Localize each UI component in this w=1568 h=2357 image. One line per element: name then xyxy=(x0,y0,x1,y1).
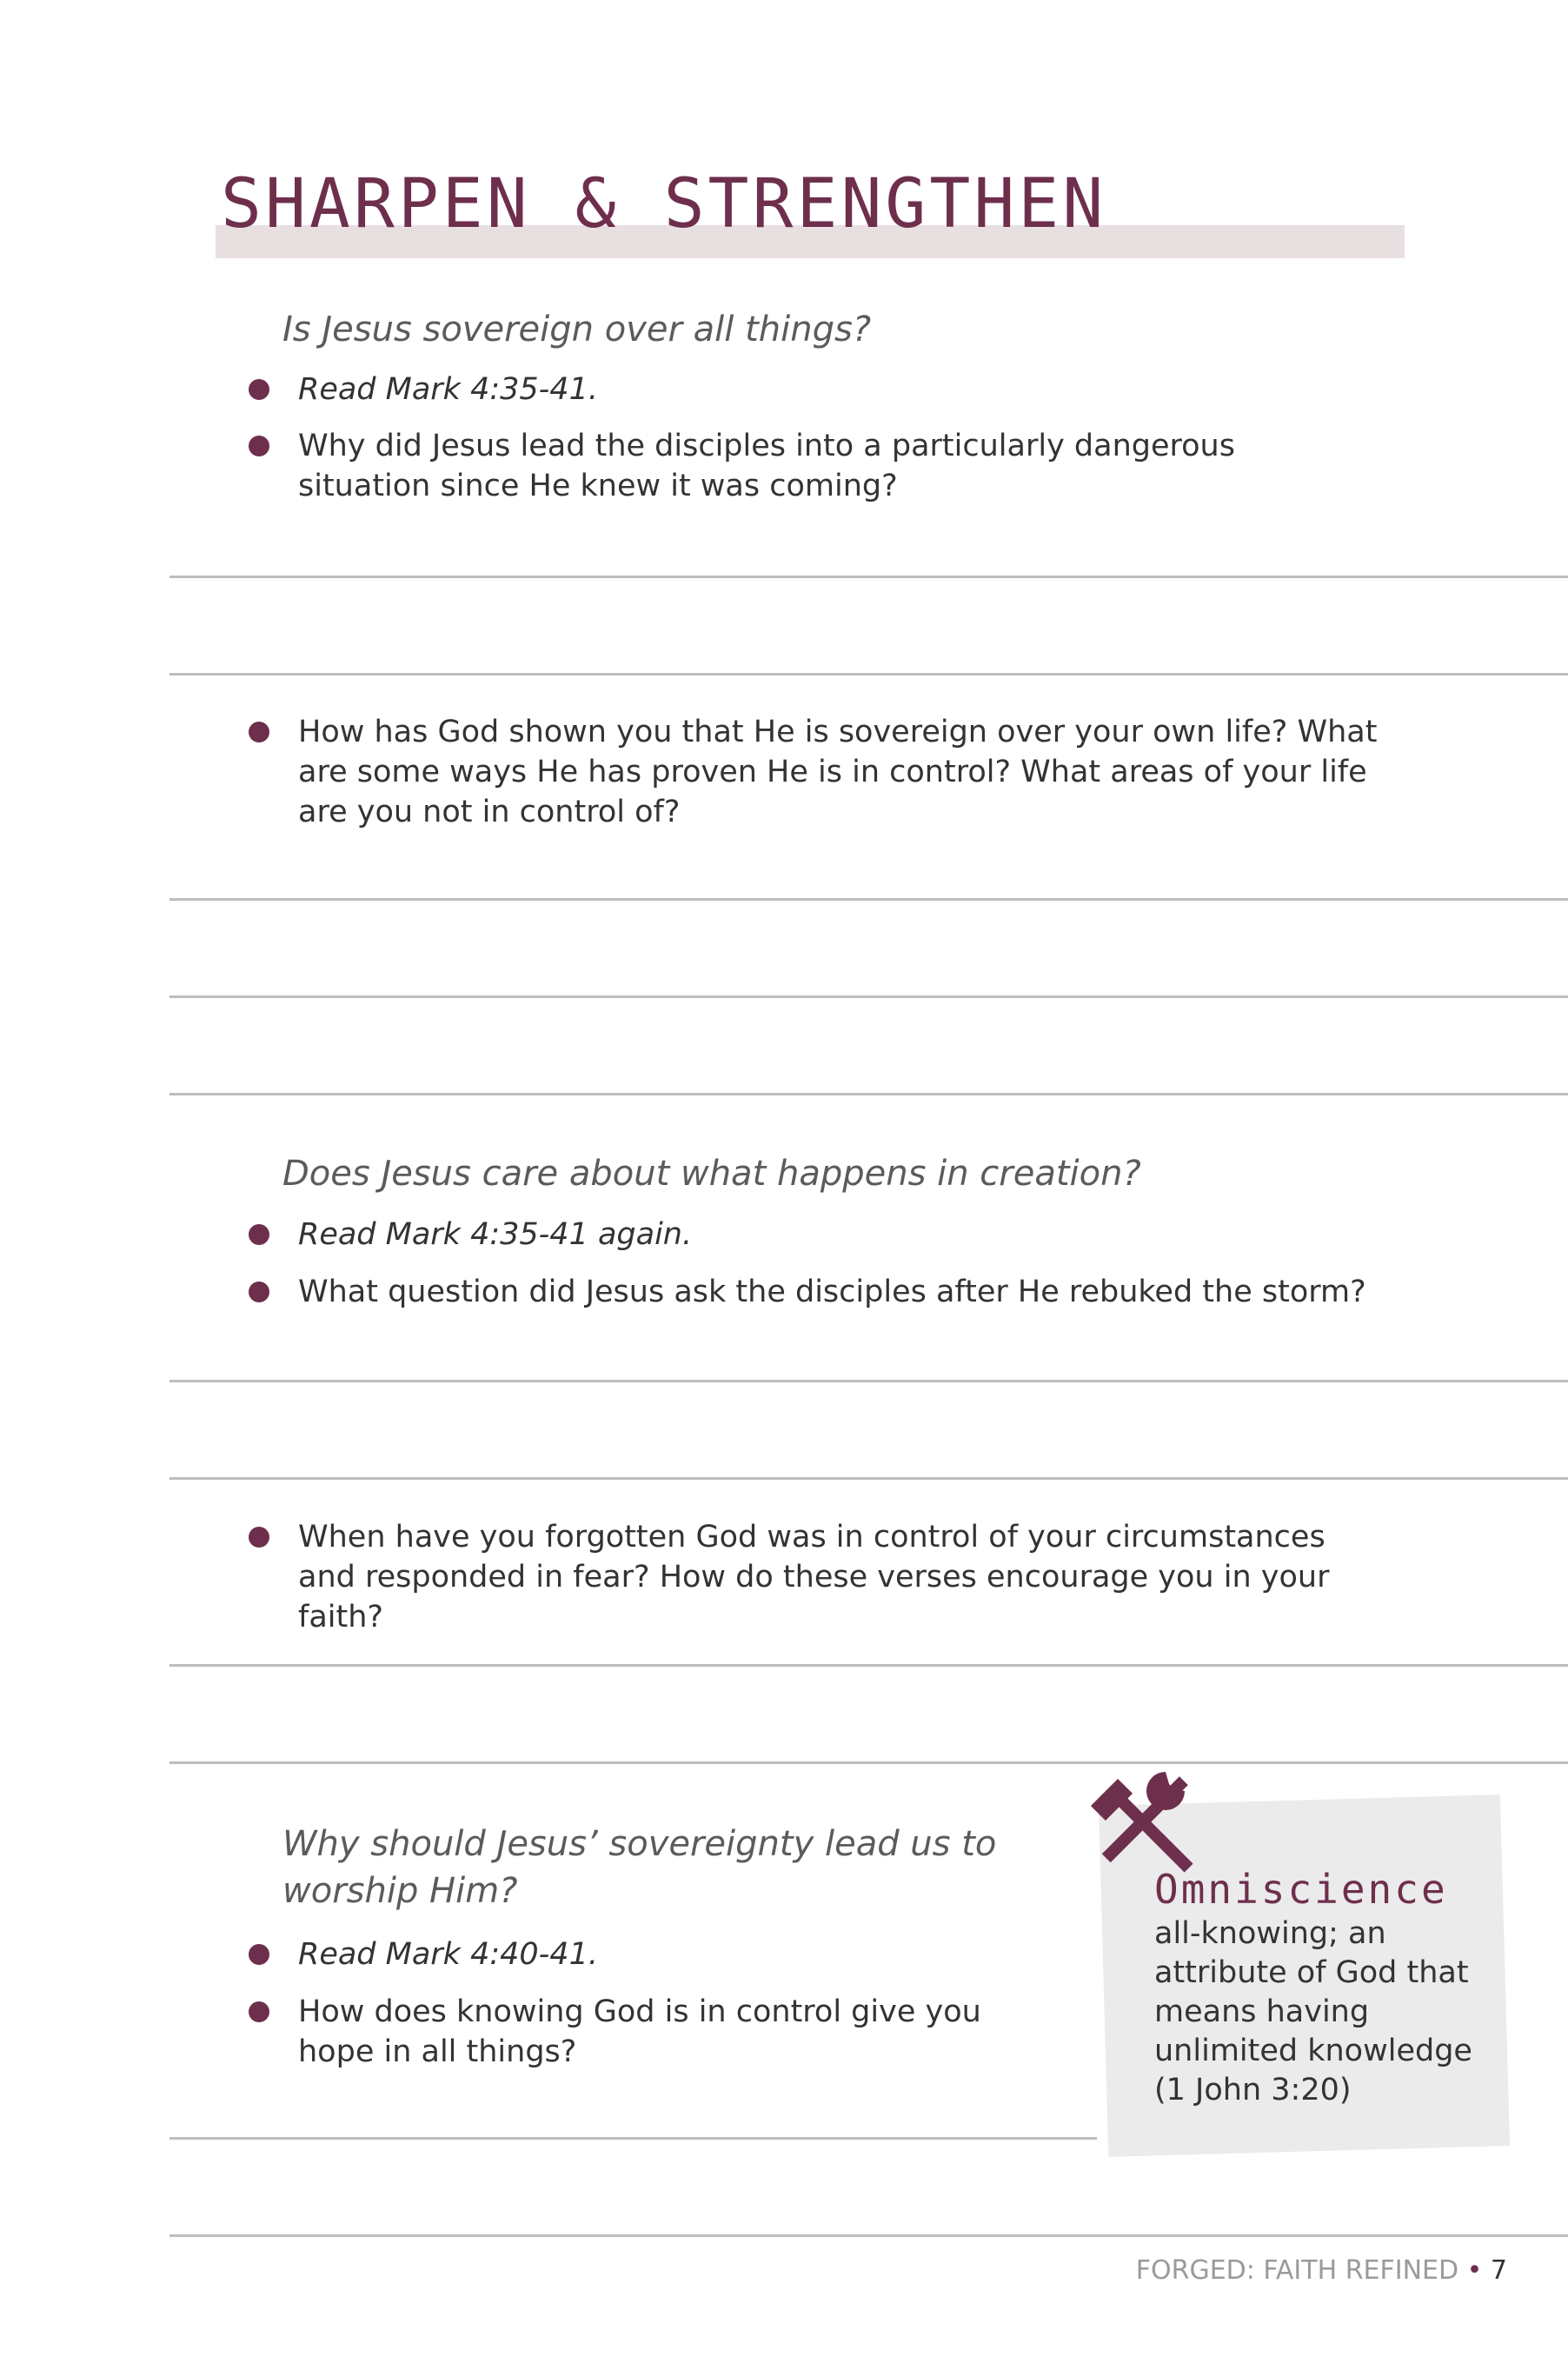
list-item: Why did Jesus lead the disciples into a particularly dangerous situation since He knew it was coming? xyxy=(298,429,1235,503)
answer-line[interactable] xyxy=(169,1477,1568,1480)
list-item: Read Mark 4:35-41 again. xyxy=(298,1217,693,1252)
list-item: Read Mark 4:40-41. xyxy=(298,1937,598,1972)
answer-line[interactable] xyxy=(169,576,1568,578)
page-footer xyxy=(1136,2255,1507,2286)
tools-icon xyxy=(1089,1767,1202,1880)
list-item: How has God shown you that He is sovereign over your own life? What are some ways He has proven He is in control? What areas of your life are you not in control of? xyxy=(298,715,1378,829)
section-heading: Does Jesus care about what happens in creation? xyxy=(282,1154,1141,1194)
answer-line[interactable] xyxy=(169,995,1568,998)
definition-text: all-knowing; an attribute of God that means having unlimited knowledge (1 John 3:20) xyxy=(1154,1916,1472,2107)
bullet-icon xyxy=(249,1944,269,1965)
definition-term: Omniscience xyxy=(1154,1866,1448,1913)
answer-line[interactable] xyxy=(169,673,1568,676)
answer-line[interactable] xyxy=(169,1664,1568,1667)
bullet-icon xyxy=(249,1224,269,1245)
bullet-icon xyxy=(249,1527,269,1548)
answer-line[interactable] xyxy=(169,2137,1097,2140)
page-title: SHARPEN & STRENGTHEN xyxy=(221,165,1107,243)
answer-line[interactable] xyxy=(169,1380,1568,1382)
list-item: What question did Jesus ask the disciples after He rebuked the storm? xyxy=(298,1275,1366,1309)
bullet-icon xyxy=(249,436,269,456)
footer-separator: • xyxy=(1466,2255,1483,2286)
answer-line[interactable] xyxy=(169,898,1568,901)
answer-line[interactable] xyxy=(169,2234,1568,2237)
bullet-icon xyxy=(249,2001,269,2022)
list-item: Read Mark 4:35-41. xyxy=(298,372,598,407)
answer-line[interactable] xyxy=(169,1761,1568,1764)
section-heading: Why should Jesus’ sovereignty lead us to worship Him? xyxy=(282,1824,997,1911)
bullet-icon xyxy=(249,1282,269,1302)
answer-line[interactable] xyxy=(169,1093,1568,1095)
bullet-icon xyxy=(249,379,269,400)
book-title: FORGED: FAITH REFINED xyxy=(1135,2255,1459,2286)
section-heading: Is Jesus sovereign over all things? xyxy=(282,310,872,350)
list-item: When have you forgotten God was in control of your circumstances and responded in fear? How do these verses encourage you in your faith? xyxy=(298,1520,1330,1635)
bullet-icon xyxy=(249,722,269,742)
list-item: How does knowing God is in control give you hope in all things? xyxy=(298,1994,981,2069)
page-number: 7 xyxy=(1490,2255,1507,2286)
